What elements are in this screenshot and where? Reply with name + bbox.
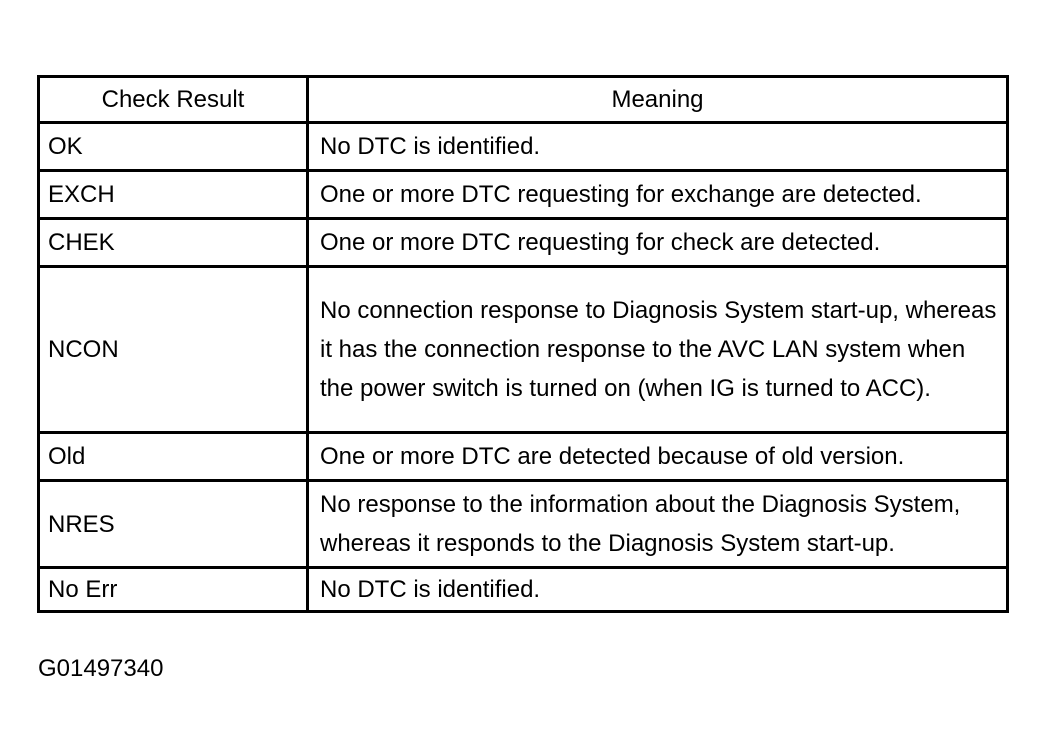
- table-row: [39, 433, 1008, 481]
- check-result-cell: No Err: [39, 568, 308, 612]
- check-result-cell: Old: [39, 433, 308, 481]
- column-header-meaning: Meaning: [308, 77, 1008, 123]
- table-row: [39, 171, 1008, 219]
- table-row: [39, 267, 1008, 433]
- figure-id-label: G01497340: [38, 655, 164, 682]
- check-result-cell: NRES: [39, 481, 308, 568]
- check-result-cell: OK: [39, 123, 308, 171]
- check-result-cell: NCON: [39, 267, 308, 433]
- table-row: [39, 481, 1008, 568]
- meaning-cell: No connection response to Diagnosis System start-up, whereas it has the connection response to the AVC LAN system when the power switch is turned on (when IG is turned to ACC).: [308, 267, 1008, 433]
- meaning-cell: One or more DTC are detected because of old version.: [308, 433, 1008, 481]
- meaning-cell: No response to the information about the Diagnosis System, whereas it responds to the Diagnosis System start-up.: [308, 481, 1008, 568]
- table-header-row: [39, 77, 1008, 123]
- check-result-table: [37, 75, 1009, 613]
- meaning-cell: One or more DTC requesting for exchange are detected.: [308, 171, 1008, 219]
- check-result-table-container: [37, 75, 1006, 613]
- meaning-cell: One or more DTC requesting for check are detected.: [308, 219, 1008, 267]
- column-header-check-result: Check Result: [39, 77, 308, 123]
- meaning-cell: No DTC is identified.: [308, 568, 1008, 612]
- table-row: [39, 568, 1008, 612]
- meaning-cell: No DTC is identified.: [308, 123, 1008, 171]
- table-row: [39, 219, 1008, 267]
- table-row: [39, 123, 1008, 171]
- check-result-cell: CHEK: [39, 219, 308, 267]
- check-result-cell: EXCH: [39, 171, 308, 219]
